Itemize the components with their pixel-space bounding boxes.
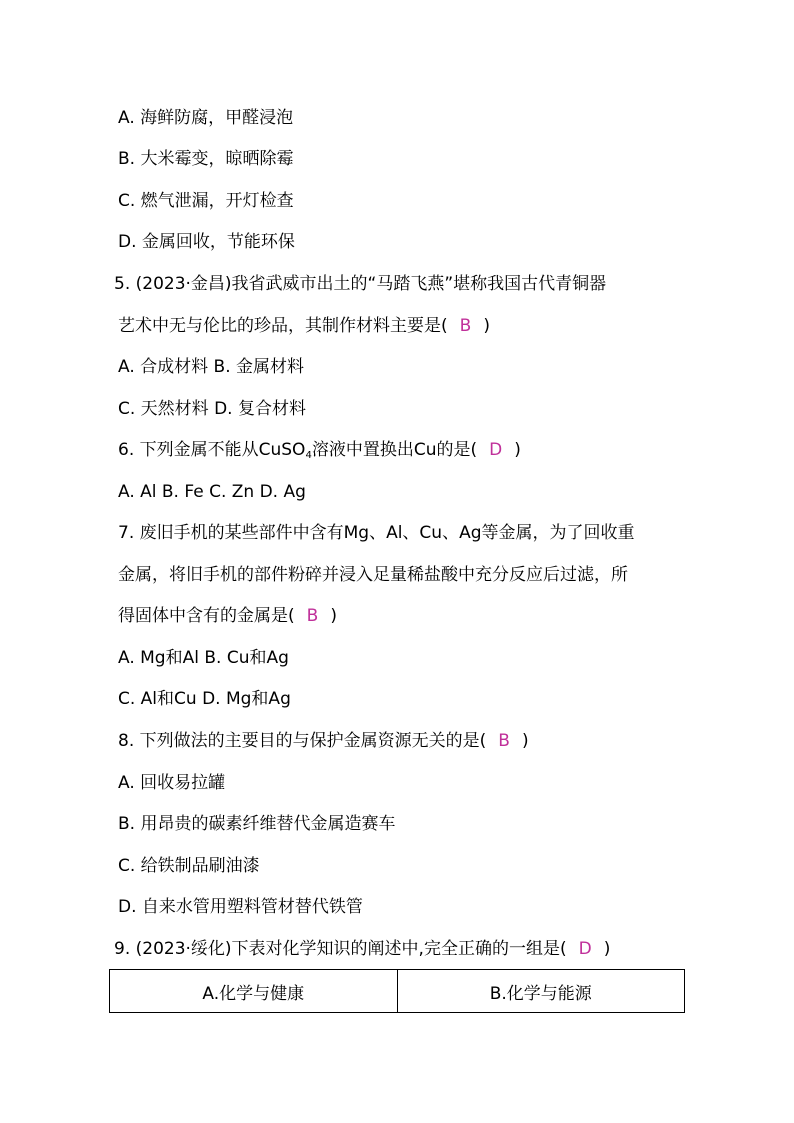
q8-answer: B	[498, 731, 510, 751]
q8-option-c: C. 给铁制品刷油漆	[118, 856, 260, 876]
q8-paren-close: )	[521, 731, 529, 751]
q9-stem	[114, 938, 610, 960]
q7-options-ab: A. Mg和Al B. Cu和Ag	[118, 648, 289, 668]
table-row	[110, 970, 685, 1013]
q4-option-b: B. 大米霉变，晾晒除霉	[118, 149, 294, 169]
q5-paren-close: )	[483, 316, 490, 336]
q9-stem-text: 9. (2023·绥化)下表对化学知识的阐述中,完全正确的一组是(	[114, 939, 567, 959]
q7-stem-line1: 7. 废旧手机的某些部件中含有Mg、Al、Cu、Ag等金属，为了回收重	[118, 523, 635, 543]
q7-paren-close: )	[330, 606, 337, 626]
q8-stem	[118, 730, 529, 752]
q6-options: A. Al B. Fe C. Zn D. Ag	[118, 482, 306, 502]
q9-paren-close: )	[603, 939, 611, 959]
q7-stem-line2: 金属，将旧手机的部件粉碎并浸入足量稀盐酸中充分反应后过滤，所	[118, 565, 628, 585]
q8-option-b: B. 用昂贵的碳素纤维替代金属造赛车	[118, 814, 396, 834]
q6-stem-mid: 溶液中置换出Cu的是(	[311, 440, 478, 460]
q5-stem-text: 艺术中无与伦比的珍品，其制作材料主要是(	[118, 316, 448, 336]
q6-stem-pre: 6. 下列金属不能从CuSO	[118, 440, 306, 460]
q6-paren-close: )	[514, 440, 521, 460]
q4-option-a: A. 海鲜防腐，甲醛浸泡	[118, 108, 294, 128]
q8-option-a: A. 回收易拉罐	[118, 773, 226, 793]
q8-option-d: D. 自来水管用塑料管材替代铁管	[118, 897, 363, 917]
q5-stem-line1: 5. (2023·金昌)我省武威市出土的“马踏飞燕”堪称我国古代青铜器	[114, 274, 607, 294]
q6-answer: D	[489, 440, 503, 460]
table-header-cell-b: B.化学与能源	[397, 970, 685, 1013]
q7-stem-line3	[118, 605, 337, 627]
q4-option-c: C. 燃气泄漏，开灯检查	[118, 191, 294, 211]
q9-answer: D	[578, 939, 592, 959]
q6-stem	[118, 439, 521, 467]
q5-options-cd: C. 天然材料 D. 复合材料	[118, 399, 306, 419]
q5-options-ab: A. 合成材料 B. 金属材料	[118, 357, 305, 377]
q7-answer: B	[306, 606, 319, 626]
q5-stem-line2	[118, 315, 490, 337]
q5-answer: B	[459, 316, 472, 336]
q8-stem-text: 8. 下列做法的主要目的与保护金属资源无关的是(	[118, 731, 487, 751]
table-header-cell-a: A.化学与健康	[110, 970, 398, 1013]
q7-stem-text: 得固体中含有的金属是(	[118, 606, 295, 626]
q9-knowledge-table	[109, 969, 685, 1013]
q4-option-d: D. 金属回收，节能环保	[118, 232, 295, 252]
q7-options-cd: C. Al和Cu D. Mg和Ag	[118, 689, 291, 709]
q6-subscript: 4	[305, 450, 312, 461]
